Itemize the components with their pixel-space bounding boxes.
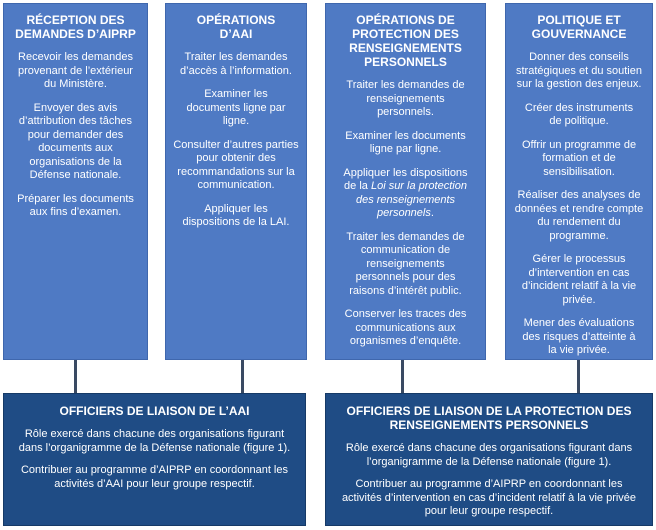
column-item [332, 167, 479, 221]
column-item: Traiter les demandes de renseignements personnels. [346, 79, 465, 118]
column-item: Recevoir les demandes provenant de l’extérieur du Ministère. [18, 51, 133, 90]
item-law-title: Loi sur la protection des renseignements personnels [355, 180, 467, 219]
column-ati-operations [165, 3, 307, 360]
column-title: POLITIQUE ET GOUVERNANCE [531, 13, 627, 41]
column-item: Préparer les documents aux fins d’examen. [17, 192, 134, 218]
column-item: Conserver les traces des communications aux organismes d’enquête. [344, 308, 467, 347]
column-title: OPÉRATIONS DE PROTECTION DES RENSEIGNEMENTS PERSONNELS [349, 13, 462, 69]
liaison-item: Rôle exercé dans chacune des organisations figurant dans l’organigramme de la Défense nationale (figure 1). [345, 442, 633, 468]
column-title: RÉCEPTION DES DEMANDES D’AIPRP [15, 13, 136, 41]
item-text: . [430, 207, 434, 219]
connector-line [577, 360, 580, 395]
connector-line [241, 360, 244, 395]
column-item: Donner des conseils stratégiques et du soutien sur la gestion des enjeux. [516, 51, 642, 90]
column-item: Examiner les documents ligne par ligne. [186, 88, 286, 127]
liaison-title: OFFICIERS DE LIAISON DE L’AAI [59, 404, 250, 418]
liaison-item: Contribuer au programme d’AIPRP en coordonnant les activités d’intervention en cas d’incident relatif à la vie privée pour leur groupe respectif. [341, 478, 637, 517]
column-item: Consulter d’autres parties pour obtenir des recommandations sur la communication. [173, 138, 299, 191]
column-item: Examiner les documents ligne par ligne. [345, 129, 466, 155]
liaison-title: OFFICIERS DE LIAISON DE LA PROTECTION DES RENSEIGNEMENTS PERSONNELS [346, 404, 632, 432]
column-item: Gérer le processus d’intervention en cas d’incident relatif à la vie privée. [521, 253, 637, 306]
column-privacy-operations [325, 3, 486, 360]
connector-line [74, 360, 77, 395]
column-aiprp-requests [3, 3, 148, 360]
column-item: Appliquer les dispositions de la LAI. [182, 202, 290, 228]
liaison-item: Rôle exercé dans chacune des organisations figurant dans l’organigramme de la Défense nationale (figure 1). [18, 428, 291, 454]
column-item: Envoyer des avis d’attribution des tâches pour demander des documents aux organisations de la Défense nationale. [18, 101, 133, 181]
connector-line [401, 360, 404, 395]
item-text: Appliquer les dispositions de la [343, 166, 468, 192]
column-item: Créer des instruments de politique. [524, 101, 634, 127]
liaison-ati-officers [3, 393, 306, 526]
liaison-item: Contribuer au programme d’AIPRP en coordonnant les activités d’AAI pour leur groupe respectif. [20, 464, 288, 490]
column-item: Mener des évaluations des risques d’atteinte à la vie privée. [522, 317, 636, 356]
column-item: Traiter les demandes de communication de renseignements personnels pour des raisons d’intérêt public. [346, 230, 465, 297]
column-policy-governance [505, 3, 653, 360]
column-item: Réaliser des analyses de données et rendre compte du rendement du programme. [514, 189, 644, 242]
column-item: Traiter les demandes d’accès à l’information. [180, 51, 292, 77]
column-item: Offrir un programme de formation et de sensibilisation. [521, 138, 637, 178]
column-title: OPÉRATIONS D’AAI [196, 13, 276, 41]
liaison-privacy-officers [325, 393, 653, 526]
